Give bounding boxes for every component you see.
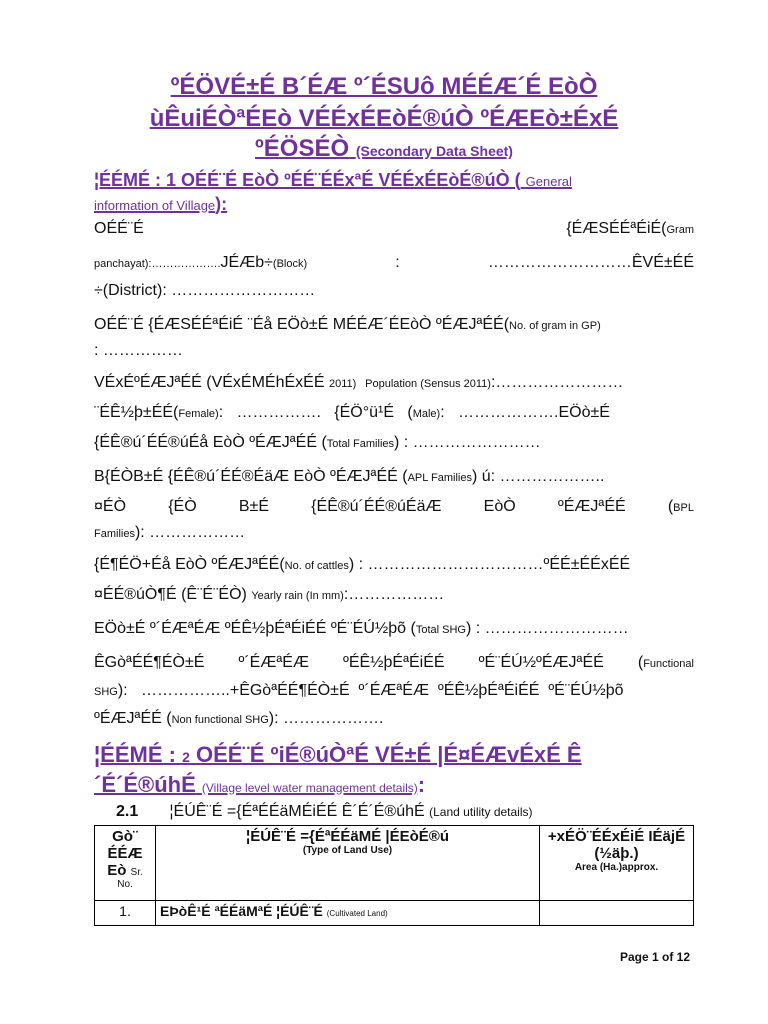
population-line [94,370,694,397]
bpl-cont [94,520,694,547]
population-eng: Population (Sensus 2011) [365,378,491,390]
nfshg-rest: ): ………………. [268,710,384,727]
rain-eng: Yearly rain (In mm) [251,590,344,602]
male-rest: : ……………….EÖò±É [440,404,610,421]
nfshg-eng: Non functional SHG [171,714,269,726]
row-1-area[interactable] [540,901,694,926]
fshg-eng-a: Functional [643,658,694,670]
section-2-heading-rest: OÉÉ¨É ºiÉ®úÒªÉ VÉ±É |É¤ÉÆvÉxÉ Ê [189,742,582,767]
block-value [488,250,694,277]
apl-label: B{ÉÒB±É {ÉÊ®ú´ÉÉ®ÉäÆ EòÒ ºÉÆJªÉÉ ( [94,468,408,485]
gp-cont-text: panchayat):………………. [94,258,221,270]
header-land-use-title: ¦ÉÚÊ¨É ={ÉªÉÉäMÉ |ÉEòÉ®ú [246,828,449,845]
nfshg-label: ºÉÆJªÉÉ ( [94,710,172,727]
row-1-sr: 1. [95,901,156,926]
bpl-word-2: {ÉÒ [168,498,197,515]
header-sr-no [95,826,156,901]
fshg-paren: ( [637,654,644,671]
bpl-word-6: ºÉÆJªÉÉ [557,498,626,515]
female-label: ¨ÉÊ½þ±ÉÉ( [94,404,179,421]
gram-gp-dots: : …………… [94,342,183,359]
header-land-use-eng: (Type of Land Use) [302,845,393,856]
nfshg-line [94,706,694,733]
gp-block-row [94,250,694,277]
fshg-row [94,650,694,677]
fshg-cont [94,678,694,705]
female-male-line [94,400,694,427]
section-2-heading [94,740,694,772]
land-use-table [94,825,694,926]
fshg-word-1: ÊGòªÉÉ¶ÉÒ±É [94,654,205,671]
bpl-word-4: {ÉÊ®ú´ÉÉ®úÉäÆ [311,498,442,515]
gp-label-text: {ÉÆSÉÉªÉiÉ( [566,220,667,237]
title-line-3 [0,134,768,166]
section-2-heading-eng: (Village level water management details) [201,781,418,795]
block-dots: ……………………… [487,254,632,271]
row-1-type [156,901,540,926]
section-2-heading-text: ¦ÉÉMÉ : [94,742,183,767]
bpl-eng-b: Families [94,528,135,540]
subsection-title: ¦ÉÚÊ¨É ={ÉªÉÉäMÉiÉÉ Ê´É´É®úhÉ [169,803,425,820]
fshg-word-4: ºÉ¨ÉÚ½ºÉÆJªÉÉ [478,654,604,671]
gp-label [566,216,694,243]
section-1-heading [94,168,572,194]
header-sr-line-3 [99,862,151,879]
section-1-heading-eng-b: information of Village [94,198,216,213]
row-1-type-eng: (Cultivated Land) [326,909,388,918]
population-label: VÉxÉºÉÆJªÉÉ (VÉxÉMÉhÉxÉÉ [94,374,325,391]
header-sr-line-3-text: Eò [107,862,127,879]
village-label: OÉÉ¨É [94,220,144,237]
female-eng: Female) [178,408,219,420]
header-sr-eng: Sr. [130,867,143,878]
shg-label: EÖò±É º´ÉÆªÉÆ ºÉÊ½þÉªÉiÉÉ ºÉ¨ÉÚ½þõ ( [94,620,416,637]
section-2-number: 2 [182,749,190,765]
district-line: ÷(District): ……………………… [94,282,316,299]
fshg-word-3: ºÉÊ½þÉªÉiÉÉ [342,654,445,671]
section-1-heading-text: ¦ÉÉMÉ : 1 OÉÉ¨É EòÒ ºÉÉ¨ÉÉxªÉ VÉÉxÉEòÉ®úÒ ( [94,170,521,190]
cattle-rest: ) : ……………………………ºÉÉ±ÉÉxÉÉ [348,556,631,573]
district-label: ÊVÉ±ÉÉ [631,254,694,271]
shg-line [94,616,694,643]
table-header-row [95,826,694,901]
header-sr-line-1: Gò¨ [112,828,138,845]
section-2-heading-cont [94,770,694,803]
family-rest: ) : …………………… [394,434,541,451]
header-land-use-type [156,826,540,901]
section-1-heading-tail: ): [215,194,228,214]
section-1-heading-cont [94,192,227,218]
bpl-word-1: ¤ÉÒ [94,498,127,515]
cattle-line [94,552,694,579]
row-1-type-text: EÞòÊ¹É ªÉÉäMªÉ ¦ÉÚÊ¨É [160,903,323,919]
header-no-eng: No. [117,879,133,890]
shg-eng: Total SHG [415,624,466,636]
title-line-1: ºÉÖVÉ±É B´ÉÆ º´ÉSUô MÉÉÆ´É EòÒ [170,73,598,100]
cattle-eng: No. of cattles [284,560,349,572]
rain-label: ¤ÉÉ®úÒ¶É (Ê¨É¨ÉÒ) [94,586,247,603]
page-number: Page 1 of 12 [620,950,691,964]
fshg-word-2: º´ÉÆªÉÆ [238,654,309,671]
title-line-2: ùÊuiÉÒªÉEò VÉÉxÉEòÉ®úÒ ºÉÆEò±ÉxÉ [149,105,619,132]
apl-eng: APL Families [407,472,472,484]
rain-dots: :……………… [343,586,445,603]
title-line-3-eng: (Secondary Data Sheet) [355,143,513,159]
shg-rest: ) : ……………………… [465,620,629,637]
subsection-number: 2.1 [116,803,139,820]
bpl-rest: ): ……………… [134,524,246,541]
apl-rest: ) ú: ……………….. [471,468,605,485]
family-line [94,430,694,457]
subsection-2-1 [116,800,533,824]
gram-gp-line [94,312,694,339]
gram-gp-eng: No. of gram in GP) [509,320,601,332]
block-label: JÉÆb÷ [220,254,273,271]
section-1-heading-eng-a: General [525,174,572,189]
population-dots: :…………………… [490,374,624,391]
female-rest: : ……………. {ÉÖ°ü¹É ( [218,404,413,421]
bpl-row [94,494,694,521]
header-area [540,826,694,901]
gram-gp-label: OÉÉ¨É {ÉÆSÉÉªÉiÉ ¨Éå EÖò±É MÉÉÆ´ÉEòÒ ºÉÆJªÉÉ( [94,316,510,333]
gp-cont [94,250,307,277]
fshg-rest: ): ……………..+ÊGòªÉÉ¶ÉÒ±É º´ÉÆªÉÆ ºÉÊ½þÉªÉiÉÉ ºÉ¨ÉÚ½þõ [117,682,624,699]
section-2-heading-tail: : [417,772,426,797]
section-2-heading-line-2: ´É´É®úhÉ [94,772,196,797]
fshg-word-5 [638,650,694,677]
male-eng: Male) [412,408,441,420]
population-year: 2011) [328,378,357,390]
bpl-word-7 [668,494,694,521]
fshg-eng-b: SHG [94,686,118,698]
village-gp-row [94,216,694,243]
rain-line [94,582,694,609]
header-area-title: +xÉÖ¨ÉÉxÉiÉ IÉäjÉ (½äþ.) [547,828,686,862]
cattle-label: {É¶ÉÖ+Éå EòÒ ºÉÆJªÉÉ( [94,556,285,573]
table-row [95,901,694,926]
bpl-paren: ( [667,498,674,515]
bpl-word-5: EòÒ [483,498,516,515]
apl-line [94,464,694,491]
family-label: {ÉÊ®ú´ÉÉ®úÉå EòÒ ºÉÆJªÉÉ ( [94,434,327,451]
block-colon: : [395,254,400,271]
family-eng: Total Families [326,438,395,450]
subsection-title-eng: (Land utility details) [429,805,533,819]
bpl-eng-a: BPL [673,502,694,514]
title-line-3-main: ºÉÖSÉÒ [255,135,350,162]
gp-label-eng: Gram [666,224,694,236]
header-area-eng: Area (Ha.)approx. [574,862,659,873]
block-eng: (Block) [272,258,308,270]
header-sr-line-2: ÉÉÆ [107,845,143,862]
bpl-word-3: B±É [238,498,269,515]
